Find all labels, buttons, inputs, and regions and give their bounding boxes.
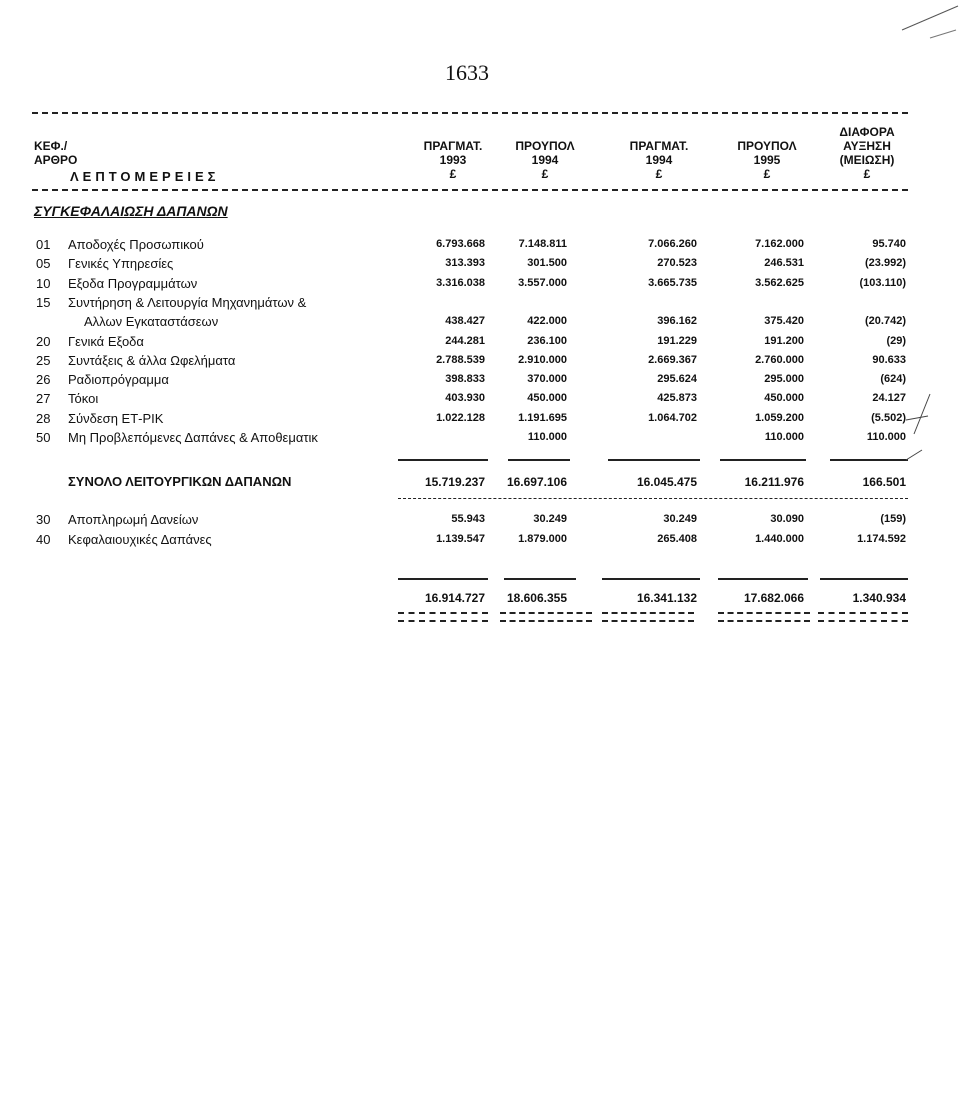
grand-total-value: 17.682.066	[743, 591, 804, 605]
cell-value: 3.316.038	[436, 276, 485, 289]
subtotal-rule	[608, 459, 700, 461]
table-row	[0, 512, 960, 530]
section-title: ΣΥΓΚΕΦΑΛΑΙΩΣΗ ΔΑΠΑΝΩΝ	[34, 203, 228, 219]
row-code: 50	[36, 430, 51, 445]
cell-value: 3.665.735	[648, 276, 697, 289]
subtotal-label: ΣΥΝΟΛΟ ΛΕΙΤΟΥΡΓΙΚΩΝ ΔΑΠΑΝΩΝ	[68, 474, 292, 489]
row-code: 20	[36, 333, 51, 349]
total-rule	[820, 578, 908, 580]
cell-value: 422.000	[527, 315, 567, 328]
table-row	[0, 256, 960, 274]
subtotal-row	[0, 474, 960, 492]
cell-value: 191.200	[764, 334, 804, 347]
row-description: Ραδιοπρόγραμμα	[68, 372, 169, 388]
cell-value: 398.833	[445, 373, 485, 386]
cell-value: 2.669.367	[648, 353, 697, 366]
row-description: Συντάξεις & άλλα Ωφελήματα	[68, 352, 236, 368]
cell-value: 270.523	[657, 257, 697, 270]
subtotal-value: 16.045.475	[636, 475, 697, 489]
grand-total-value: 1.340.934	[852, 591, 906, 605]
grand-total-row	[0, 590, 960, 608]
page-number: 1633	[445, 60, 489, 85]
cell-value: (103.110)	[859, 276, 906, 289]
subtotal-value: 166.501	[862, 475, 906, 489]
cell-value: 265.408	[657, 533, 697, 545]
row-code: 25	[36, 352, 51, 368]
subtotal-under-rule	[398, 498, 908, 499]
cell-value: 55.943	[451, 513, 485, 525]
cell-value: 396.162	[657, 315, 697, 328]
pen-mark	[900, 390, 940, 470]
cell-value: 2.760.000	[755, 353, 804, 366]
header-col1-line1: ΠΡΑΓΜΑΤ.	[423, 139, 483, 153]
header-col5-line2: (ΜΕΙΩΣΗ)	[839, 153, 895, 167]
subtotal-value: 16.211.976	[744, 475, 804, 489]
header-code-line1: ΚΕΦ./	[34, 139, 68, 153]
cell-value: 403.930	[445, 392, 485, 405]
total-rule	[504, 578, 576, 580]
table-row	[0, 353, 960, 371]
cell-value: (23.992)	[865, 257, 906, 270]
header-col4-line3: £	[763, 167, 771, 181]
cell-value: 30.249	[533, 513, 567, 525]
cell-value: 110.000	[764, 431, 804, 443]
row-code: 05	[36, 256, 51, 272]
grand-total-value: 16.341.132	[636, 591, 697, 605]
subtotal-rule	[398, 459, 488, 461]
header-bottom-rule	[32, 189, 908, 191]
cell-value: 7.148.811	[518, 238, 567, 250]
cell-value: (29)	[886, 334, 906, 347]
table-row	[0, 532, 960, 550]
row-code: 15	[36, 294, 51, 310]
cell-value: 244.281	[445, 334, 485, 347]
cell-value: (159)	[880, 513, 906, 525]
header-col4-line1: ΠΡΟΥΠΟΛ	[737, 139, 797, 153]
row-code: 10	[36, 275, 51, 291]
row-code: 40	[36, 532, 51, 547]
total-rule	[398, 578, 488, 580]
cell-value: 375.420	[764, 315, 804, 328]
header-col5-line0: ΔΙΑΦΟΡΑ	[839, 125, 895, 139]
row-code: 01	[36, 237, 51, 252]
header-col5-line1: ΑΥΞΗΣΗ	[843, 139, 891, 153]
row-description: Γενικά Εξοδα	[68, 333, 144, 349]
row-code: 26	[36, 372, 51, 388]
row-description: Κεφαλαιουχικές Δαπάνες	[68, 532, 212, 547]
cell-value: 7.162.000	[755, 238, 804, 250]
subtotal-rule	[720, 459, 806, 461]
pen-mark	[900, 0, 960, 40]
row-description: Αλλων Εγκαταστάσεων	[84, 314, 219, 330]
cell-value: (624)	[880, 373, 906, 386]
row-description: Αποπληρωμή Δανείων	[68, 512, 199, 527]
row-code: 30	[36, 512, 51, 527]
subtotal-rule	[508, 459, 570, 461]
cell-value: 24.127	[872, 392, 906, 405]
subtotal-value: 15.719.237	[424, 475, 485, 489]
row-description: Συντήρηση & Λειτουργία Μηχανημάτων &	[68, 294, 307, 310]
header-col1-line2: 1993	[439, 153, 467, 167]
cell-value: 90.633	[872, 353, 906, 366]
grand-total-value: 18.606.355	[506, 591, 567, 605]
header-col2-line1: ΠΡΟΥΠΟΛ	[515, 139, 575, 153]
header-col3-line2: 1994	[645, 153, 673, 167]
cell-value: (5.502)	[871, 411, 906, 424]
table-row	[0, 430, 960, 448]
cell-value: 1.059.200	[755, 411, 804, 424]
total-rule	[602, 578, 700, 580]
cell-value: 236.100	[527, 334, 567, 347]
cell-value: 7.066.260	[648, 238, 697, 250]
row-description: Μη Προβλεπόμενες Δαπάνες & Αποθεματικ	[68, 430, 318, 445]
cell-value: 313.393	[445, 257, 485, 270]
header-code-line2: ΑΡΘΡΟ	[34, 153, 78, 167]
subtotal-value: 16.697.106	[506, 475, 567, 489]
cell-value: 370.000	[527, 373, 567, 386]
table-row	[0, 334, 960, 352]
table-row	[0, 314, 960, 332]
row-description: Τόκοι	[68, 391, 99, 407]
total-rule	[718, 578, 808, 580]
cell-value: 1.879.000	[518, 533, 567, 545]
cell-value: 1.440.000	[755, 533, 804, 545]
cell-value: 450.000	[527, 392, 567, 405]
table-row	[0, 237, 960, 255]
cell-value: 295.624	[657, 373, 697, 386]
row-description: Αποδοχές Προσωπικού	[68, 237, 204, 252]
cell-value: 438.427	[445, 315, 485, 328]
cell-value: 6.793.668	[436, 238, 485, 250]
subtotal-rule	[830, 459, 908, 461]
cell-value: 1.174.592	[857, 533, 906, 545]
cell-value: 450.000	[764, 392, 804, 405]
cell-value: 3.557.000	[518, 276, 567, 289]
double-underline	[602, 612, 694, 622]
header-details: ΛΕΠΤΟΜΕΡΕΙΕΣ	[70, 169, 220, 184]
cell-value: 301.500	[527, 257, 567, 270]
cell-value: 110.000	[527, 431, 567, 443]
double-underline	[398, 612, 488, 622]
header-col2-line3: £	[541, 167, 549, 181]
cell-value: 3.562.625	[755, 276, 804, 289]
row-description: Εξοδα Προγραμμάτων	[68, 275, 198, 291]
cell-value: 1.064.702	[648, 411, 697, 424]
cell-value: 30.249	[663, 513, 697, 525]
row-description: Γενικές Υπηρεσίες	[68, 256, 174, 272]
top-rule	[32, 112, 908, 114]
table-row	[0, 295, 960, 313]
header-col2-line2: 1994	[531, 153, 559, 167]
cell-value: 1.022.128	[436, 411, 485, 424]
cell-value: 295.000	[764, 373, 804, 386]
double-underline	[718, 612, 810, 622]
row-code: 27	[36, 391, 51, 407]
grand-total-value: 16.914.727	[424, 591, 485, 605]
header-col1-line3: £	[449, 167, 457, 181]
cell-value: 1.191.695	[518, 411, 567, 424]
row-description: Σύνδεση ΕΤ-ΡΙΚ	[68, 410, 164, 426]
header-col5-line3: £	[863, 167, 871, 181]
cell-value: 2.910.000	[518, 353, 567, 366]
table-row	[0, 391, 960, 409]
cell-value: 110.000	[866, 431, 906, 443]
cell-value: 246.531	[764, 257, 804, 270]
double-underline	[500, 612, 592, 622]
header-col3-line1: ΠΡΑΓΜΑΤ.	[629, 139, 689, 153]
cell-value: 2.788.539	[436, 353, 485, 366]
header-col4-line2: 1995	[753, 153, 781, 167]
cell-value: (20.742)	[865, 315, 906, 328]
table-row	[0, 372, 960, 390]
cell-value: 30.090	[770, 513, 804, 525]
table-row	[0, 276, 960, 294]
double-underline	[818, 612, 908, 622]
row-code: 28	[36, 410, 51, 426]
cell-value: 95.740	[872, 238, 906, 250]
cell-value: 191.229	[657, 334, 697, 347]
cell-value: 425.873	[657, 392, 697, 405]
cell-value: 1.139.547	[436, 533, 485, 545]
header-col3-line3: £	[655, 167, 663, 181]
table-row	[0, 411, 960, 429]
